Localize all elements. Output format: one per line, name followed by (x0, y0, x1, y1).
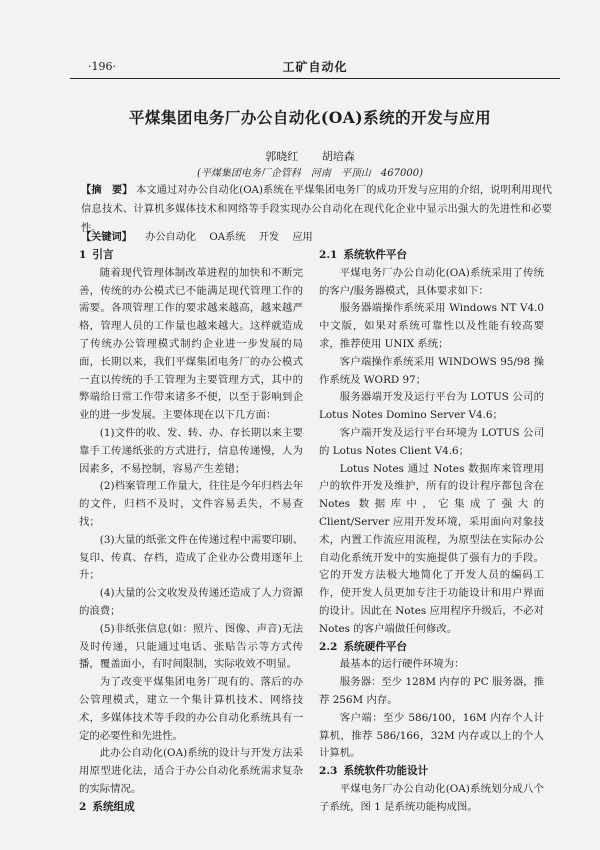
running-header (70, 56, 560, 79)
article-title: 平煤集团电务厂办公自动化(OA)系统的开发与应用 (128, 108, 492, 127)
abstract-text: 本文通过对办公自动化(OA)系统在平煤集团电务厂的成功开发与应用的介绍，说明利用现代信息技术、计算机多媒体技术和网络等手段实现办公自动化在现代化企业中显示出强大的先进性和必要性。 (81, 185, 553, 234)
journal-name: 工矿自动化 (282, 60, 348, 74)
paragraph: 最基本的运行硬件环境为： (339, 658, 465, 671)
page-number: ·196· (88, 60, 116, 73)
paragraph: (4)大量的公文收发及传递还造成了人力资源的浪费； (79, 587, 303, 617)
section-heading: 2.1 系统软件平台 (319, 249, 407, 261)
paragraph: (5)非纸张信息(如：照片、图像、声音)无法及时传递，只能通过电话、张贴告示等方式传播，覆盖面小，有时间限制，实际收效不明显。 (79, 622, 303, 671)
paragraph: (2)档案管理工作量大，往往是今年归档去年的文件，归档不及时，文件容易丢失，不易查找； (79, 480, 303, 528)
paragraph: 服务器端操作系统采用 Windows NT V4.0 中文版，如果对系统可靠性以及性能有较高要求，推荐使用 UNIX 系统； (319, 302, 544, 350)
paragraph: 服务器端开发及运行平台为 LOTUS 公司的 Lotus Notes Domino Server V4.6； (319, 391, 544, 422)
keyword: 应用 (292, 232, 313, 243)
paragraph: 客户端：至少 586/100，16M 内存个人计算机，推荐 586/166，32M 内存或以上的个人计算机。 (319, 711, 544, 760)
paragraph: 客户端操作系统采用 WINDOWS 95/98 操作系统及 WORD 97； (319, 355, 544, 386)
keywords-label: 【关键词】 (81, 231, 132, 243)
section-heading: 2 系统组成 (79, 800, 135, 813)
paragraph: 此办公自动化(OA)系统的设计与开发方法采用原型进化法，适合于办公自动化系统需求复杂的实际情况。 (79, 747, 303, 795)
section-heading: 2.3 系统软件功能设计 (319, 765, 429, 778)
paragraph: (3)大量的纸张文件在传递过程中需要印刷、复印、传真、存档，造成了企业办公费用逐年上升； (79, 533, 303, 582)
right-column (319, 247, 544, 817)
paragraph: 平煤电务厂办公自动化(OA)系统划分成八个子系统，图 1 是系统功能构成图。 (319, 782, 544, 813)
paragraph: 客户端开发及运行平台环境为 LOTUS 公司的 Lotus Notes Client V4.6； (319, 426, 544, 457)
keyword: OA系统 (209, 232, 246, 243)
author-name: 郭晓红 (265, 150, 299, 163)
paragraph: 平煤电务厂办公自动化(OA)系统采用了传统的客户/服务器模式，具体要求如下： (319, 266, 544, 297)
left-column (79, 247, 303, 817)
paragraph: Lotus Notes 通过 Notes 数据库来管理用户的软件开发及维护，所有的设计程序都包含在 Notes 数据库中，它集成了强大的 Client/Server 应用开发环境，采用面向对象技术，内置工作流应用流程，为原型法在实际办公自动化系统开发中的实施提供了强有力的手段。它的开发方法极大地简化了开发人员的编码工作，使开发人员更加专注于功能设计和用户界面的设计。因此在 Notes 应用程序升级后，不必对 Notes 的客户端做任何修改。 (319, 462, 544, 635)
paragraph: 随着现代管理体制改革进程的加快和不断完善，传统的办公模式已不能满足现代管理工作的需要。各项管理工作的要求越来越高，越来越严格，管理人员的工作量也越来越大。这样就造成了传统办公管理模式制约企业进一步发展的局面，长期以来，我们平煤集团电务厂的办公模式一直以传统的手工管理为主要管理方式，其中的弊端给日常工作带来诸多不便，以至于影响到企业的进一步发展。主要体现在以下几方面： (79, 266, 303, 422)
section-heading: 1 引言 (79, 249, 114, 261)
keyword: 办公自动化 (145, 232, 197, 243)
paragraph: 为了改变平煤集团电务厂现有的、落后的办公管理模式，建立一个集计算机技术、网络技术，多媒体技术等手段的办公自动化系统具有一定的必要性和先进性。 (79, 676, 303, 742)
affiliation: (平煤集团电务厂企管科 河南 平顶山 467000) (197, 168, 423, 179)
keywords (81, 229, 552, 246)
author-name: 胡培森 (321, 150, 355, 163)
keyword: 开发 (258, 232, 280, 243)
paragraph: (1)文件的收、发、转、办、存长期以来主要靠手工传递纸张的方式进行，信息传递慢，人为因素多，不易控制，容易产生差错； (79, 426, 303, 475)
paragraph: 服务器：至少 128M 内存的 PC 服务器，推荐 256M 内存。 (319, 676, 544, 706)
authors (60, 148, 560, 164)
abstract-label: 【摘 要】 (81, 184, 133, 196)
section-heading: 2.2 系统硬件平台 (319, 640, 407, 653)
